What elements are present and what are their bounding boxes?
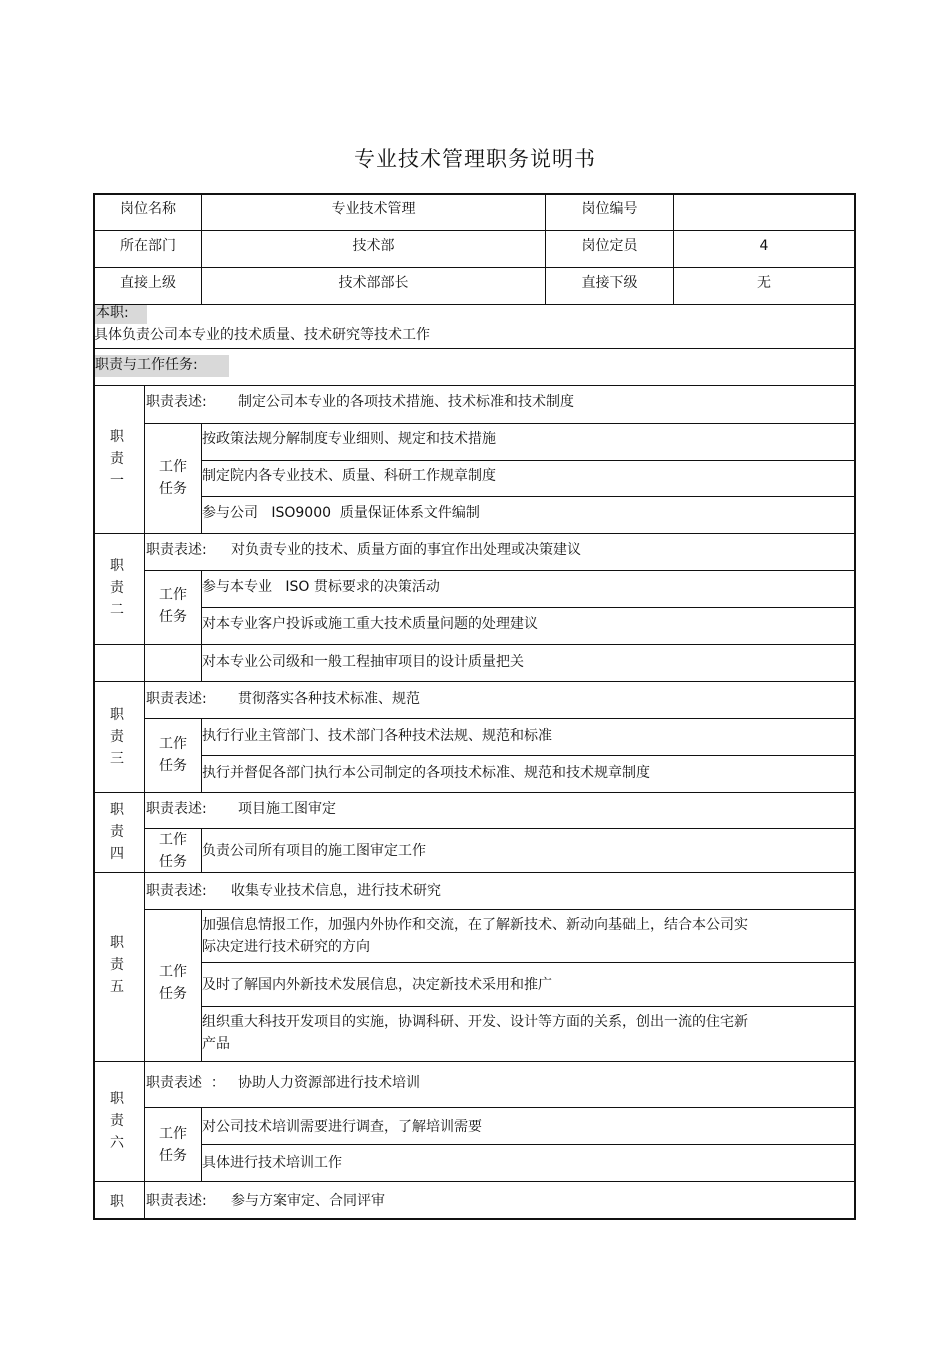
subordinate-label: 直接下级 [581,275,638,291]
duty-5-desc: 收集专业技术信息，进行技术研究 [231,883,441,899]
duty-2-task-1: 参与本专业 ISO 贯标要求的决策活动 [202,579,440,595]
row-divider [144,828,856,829]
row-divider [201,607,856,608]
row-divider [93,348,856,349]
duty-6-name: 职 责 六 [110,1091,124,1151]
row-divider [93,267,856,268]
row-divider [201,755,856,756]
row-divider [93,681,856,682]
duty-5-name: 职 责 五 [110,935,124,995]
duty-4-task-1: 负责公司所有项目的施工图审定工作 [202,843,426,859]
row-divider [93,230,856,231]
row-divider [93,533,856,534]
duty-5-task-2: 及时了解国内外新技术发展信息，决定新技术采用和推广 [202,977,552,993]
duty-6-desc-label: 职责表述 ： [146,1075,225,1091]
row-divider [93,644,856,645]
subordinate-value: 无 [757,275,771,291]
duty-1-desc: 制定公司本专业的各项技术措施、技术标准和技术制度 [238,394,574,410]
task-label: 工作 任务 [159,587,187,625]
duty-7-desc-label: 职责表述: [146,1193,207,1209]
duty-1-desc-label: 职责表述: [146,394,207,410]
superior-value: 技术部部长 [338,275,409,291]
row-divider [144,909,856,910]
row-divider [201,460,856,461]
document-title: 专业技术管理职务说明书 [354,147,596,171]
task-label: 工作 任务 [159,964,187,1002]
row-divider [144,718,856,719]
dept-label: 所在部门 [120,238,176,254]
duty-3-task-1: 执行行业主管部门、技术部门各种技术法规、规范和标准 [202,728,552,744]
quota-value: 4 [759,238,769,254]
row-divider [93,792,856,793]
duty-1-task-3: 参与公司 ISO9000 质量保证体系文件编制 [202,505,480,521]
duty-4-desc: 项目施工图审定 [238,801,336,817]
row-divider [144,1107,856,1108]
post-no-label: 岗位编号 [581,201,638,217]
row-divider [201,496,856,497]
duty-5-task-3: 组织重大科技开发项目的实施，协调科研、开发、设计等方面的关系，创出一流的住宅新 产品 [202,1014,748,1052]
row-divider [93,304,856,305]
duty-6-task-1: 对公司技术培训需要进行调查，了解培训需要 [202,1119,482,1135]
row-divider [144,423,856,424]
duty-1-task-1: 按政策法规分解制度专业细则、规定和技术措施 [202,431,496,447]
duty-summary-text: 具体负责公司本专业的技术质量、技术研究等技术工作 [94,327,430,343]
duty-5-task-1: 加强信息情报工作，加强内外协作和交流，在了解新技术、新动向基础上，结合本公司实 际决定进行技术研究的方向 [202,917,748,955]
superior-label: 直接上级 [120,275,176,291]
duty-2-task-2: 对本专业客户投诉或施工重大技术质量问题的处理建议 [202,616,538,632]
row-divider [93,385,856,386]
duty-2-desc: 对负责专业的技术、质量方面的事宜作出处理或决策建议 [231,542,581,558]
col-divider [144,385,145,1220]
quota-label: 岗位定员 [581,238,638,254]
row-divider [93,1061,856,1062]
duty-5-desc-label: 职责表述: [146,883,207,899]
row-divider [201,1144,856,1145]
duty-1-name: 职 责 一 [110,429,124,489]
dept-value: 技术部 [352,238,395,254]
duty-summary-label: 本职: [96,305,129,321]
task-label: 工作 任务 [159,459,187,497]
post-name-value: 专业技术管理 [331,201,416,217]
duty-4-name: 职 责 四 [110,802,124,862]
post-name-label: 岗位名称 [120,201,176,217]
task-label: 工作 任务 [159,1126,187,1164]
task-label: 工作 任务 [159,832,187,870]
row-divider [144,570,856,571]
duty-3-name: 职 责 三 [110,707,124,767]
duty-2-desc-label: 职责表述: [146,542,207,558]
duty-4-desc-label: 职责表述: [146,801,207,817]
section-label: 职责与工作任务: [95,357,198,373]
row-divider [93,1181,856,1182]
row-divider [201,1006,856,1007]
duty-6-desc: 协助人力资源部进行技术培训 [238,1075,420,1091]
duty-7-desc: 参与方案审定、合同评审 [231,1193,385,1209]
duty-2-task-3: 对本专业公司级和一般工程抽审项目的设计质量把关 [202,654,524,670]
duty-3-task-2: 执行并督促各部门执行本公司制定的各项技术标准、规范和技术规章制度 [202,765,650,781]
duty-7-name: 职 [110,1194,124,1210]
duty-3-desc-label: 职责表述: [146,691,207,707]
duty-6-task-2: 具体进行技术培训工作 [202,1155,342,1171]
row-divider [201,962,856,963]
duty-3-desc: 贯彻落实各种技术标准、规范 [238,691,420,707]
row-divider [93,872,856,873]
task-label: 工作 任务 [159,736,187,774]
duty-1-task-2: 制定院内各专业技术、质量、科研工作规章制度 [202,468,496,484]
duty-2-name: 职 责 二 [110,558,124,618]
